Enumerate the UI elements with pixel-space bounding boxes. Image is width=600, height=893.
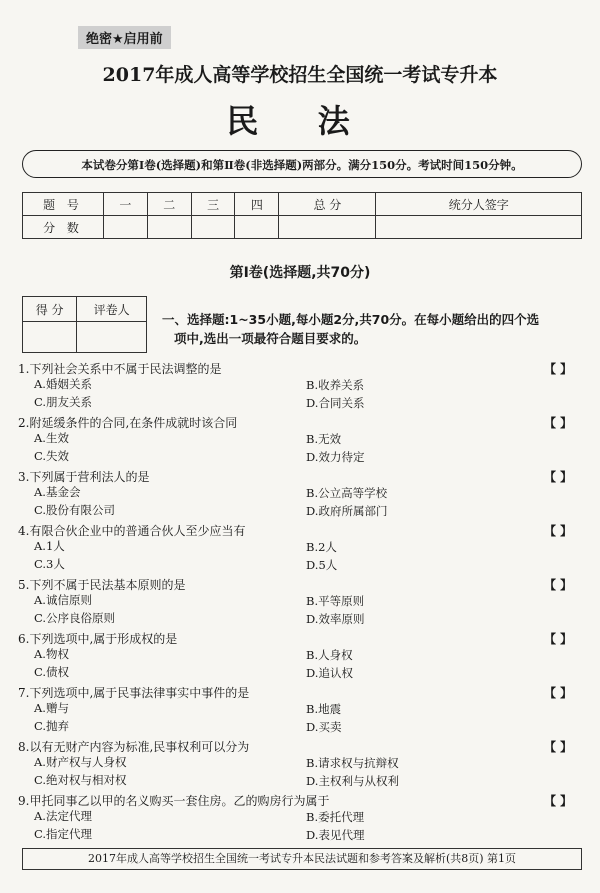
option-b[interactable]: B.2人 [306, 540, 337, 554]
option-b[interactable]: B.地震 [306, 702, 342, 716]
question-2 [0, 414, 600, 468]
question-3 [0, 468, 600, 522]
exam-title: 2017年成人高等学校招生全国统一考试专升本 [102, 64, 498, 86]
option-b[interactable]: B.人身权 [306, 648, 353, 662]
question-4 [0, 522, 600, 576]
question-stem: 5.下列不属于民法基本原则的是 [18, 578, 186, 592]
option-c[interactable]: C.债权 [34, 665, 70, 679]
option-a[interactable]: A.1人 [34, 539, 65, 553]
score-table [22, 192, 582, 239]
option-a[interactable]: A.赠与 [34, 701, 69, 715]
question-8 [0, 738, 600, 792]
option-a[interactable]: A.基金会 [34, 485, 81, 499]
grader-name-cell[interactable] [77, 322, 147, 353]
option-b[interactable]: B.平等原则 [306, 594, 365, 608]
answer-bracket[interactable]: 【 】 [544, 794, 573, 808]
question-stem: 6.下列选项中,属于形成权的是 [18, 632, 178, 646]
answer-bracket[interactable]: 【 】 [544, 740, 573, 754]
question-5 [0, 576, 600, 630]
option-d[interactable]: D.合同关系 [306, 396, 365, 410]
option-a[interactable]: A.财产权与人身权 [34, 755, 127, 769]
option-c[interactable]: C.公序良俗原则 [34, 611, 116, 625]
row-header-question-number: 题 号 [23, 193, 104, 216]
option-a[interactable]: A.物权 [34, 647, 69, 661]
col-header-signature: 统分人签字 [376, 193, 582, 216]
answer-bracket[interactable]: 【 】 [544, 470, 573, 484]
score-table-score-row [23, 216, 582, 239]
option-a[interactable]: A.法定代理 [34, 809, 92, 823]
option-d[interactable]: D.效力待定 [306, 450, 365, 464]
part1-title: 第Ⅰ卷(选择题,共70分) [229, 265, 371, 281]
answer-bracket[interactable]: 【 】 [544, 632, 573, 646]
question-7 [0, 684, 600, 738]
answer-bracket[interactable]: 【 】 [544, 524, 573, 538]
subject-title: 民 法 [226, 102, 374, 140]
section1-instruction-line2: 项中,选出一项最符合题目要求的。 [174, 331, 367, 346]
question-stem: 1.下列社会关系中不属于民法调整的是 [18, 362, 222, 376]
exam-notice: 本试卷分第Ⅰ卷(选择题)和第Ⅱ卷(非选择题)两部分。满分150分。考试时间150分钟。 [22, 150, 582, 178]
col-header-1: 一 [104, 193, 148, 216]
option-c[interactable]: C.失效 [34, 449, 70, 463]
grader-table [22, 296, 147, 353]
option-c[interactable]: C.股份有限公司 [34, 503, 116, 517]
col-header-2: 二 [147, 193, 191, 216]
option-b[interactable]: B.公立高等学校 [306, 486, 388, 500]
score-cell-2[interactable] [147, 216, 191, 239]
secret-label: 绝密★启用前 [78, 26, 171, 49]
option-d[interactable]: D.主权利与从权利 [306, 774, 399, 788]
question-stem: 3.下列属于营利法人的是 [18, 470, 150, 484]
score-cell-3[interactable] [191, 216, 235, 239]
option-c[interactable]: C.绝对权与相对权 [34, 773, 127, 787]
section1-instruction-line1: 一、选择题:1~35小题,每小题2分,共70分。在每小题给出的四个选 [162, 312, 540, 327]
grader-score-cell[interactable] [23, 322, 77, 353]
question-stem: 8.以有无财产内容为标准,民事权利可以分为 [18, 740, 250, 754]
col-header-4: 四 [235, 193, 279, 216]
option-d[interactable]: D.买卖 [306, 720, 342, 734]
option-b[interactable]: B.请求权与抗辩权 [306, 756, 399, 770]
question-6 [0, 630, 600, 684]
answer-bracket[interactable]: 【 】 [544, 416, 573, 430]
question-stem: 4.有限合伙企业中的普通合伙人至少应当有 [18, 524, 246, 538]
option-c[interactable]: C.指定代理 [34, 827, 93, 841]
option-d[interactable]: D.表见代理 [306, 828, 365, 842]
option-a[interactable]: A.诚信原则 [34, 593, 92, 607]
section1-instruction [162, 310, 582, 348]
option-a[interactable]: A.生效 [34, 431, 69, 445]
option-c[interactable]: C.朋友关系 [34, 395, 93, 409]
answer-bracket[interactable]: 【 】 [544, 686, 573, 700]
score-cell-1[interactable] [104, 216, 148, 239]
col-header-total: 总 分 [279, 193, 376, 216]
row-header-score: 分 数 [23, 216, 104, 239]
score-cell-signature[interactable] [376, 216, 582, 239]
question-stem: 2.附延缓条件的合同,在条件成就时该合同 [18, 416, 238, 430]
question-list [0, 360, 600, 846]
option-d[interactable]: D.5人 [306, 558, 338, 572]
score-table-header-row [23, 193, 582, 216]
answer-bracket[interactable]: 【 】 [544, 362, 573, 376]
option-b[interactable]: B.无效 [306, 432, 342, 446]
page-footer: 2017年成人高等学校招生全国统一考试专升本民法试题和参考答案及解析(共8页) 第1页 [22, 848, 582, 870]
option-d[interactable]: D.效率原则 [306, 612, 365, 626]
option-d[interactable]: D.政府所属部门 [306, 504, 388, 518]
question-stem: 7.下列选项中,属于民事法律事实中事件的是 [18, 686, 250, 700]
question-stem: 9.甲托同事乙以甲的名义购买一套住房。乙的购房行为属于 [18, 794, 330, 808]
col-header-3: 三 [191, 193, 235, 216]
grader-header-grader: 评卷人 [77, 297, 147, 322]
grader-header-score: 得 分 [23, 297, 77, 322]
option-c[interactable]: C.抛弃 [34, 719, 70, 733]
option-a[interactable]: A.婚姻关系 [34, 377, 92, 391]
score-cell-4[interactable] [235, 216, 279, 239]
option-b[interactable]: B.委托代理 [306, 810, 365, 824]
option-c[interactable]: C.3人 [34, 557, 65, 571]
question-1 [0, 360, 600, 414]
option-b[interactable]: B.收养关系 [306, 378, 365, 392]
option-d[interactable]: D.追认权 [306, 666, 353, 680]
question-9 [0, 792, 600, 846]
answer-bracket[interactable]: 【 】 [544, 578, 573, 592]
score-cell-total[interactable] [279, 216, 376, 239]
